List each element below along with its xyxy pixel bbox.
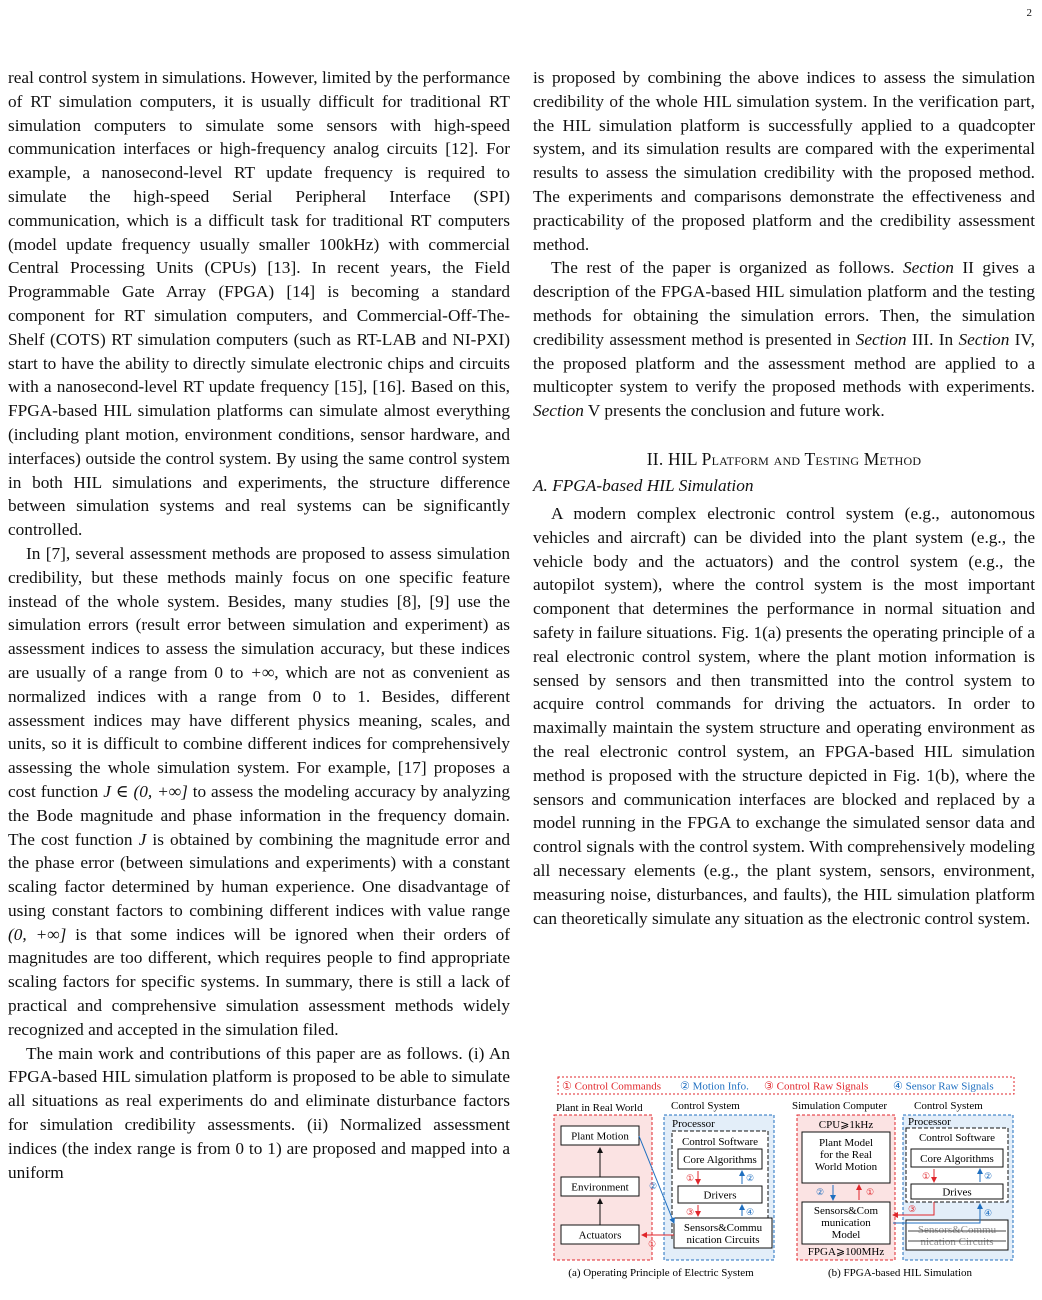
legend-control-raw-signals: ③ Control Raw Signals bbox=[764, 1080, 869, 1093]
marker-2-b: ② bbox=[816, 1187, 825, 1197]
marker-3-b: ③ bbox=[908, 1204, 917, 1214]
control-software-a: Control Software bbox=[681, 1136, 759, 1148]
marker-2-cross-a: ② bbox=[649, 1181, 658, 1191]
control-system-title-b: Control System bbox=[914, 1100, 983, 1112]
processor-label-a: Processor bbox=[672, 1118, 715, 1130]
left-paragraph-3: The main work and contributions of this paper are as follows. (i) An FPGA-based HIL simulation platform is proposed to be able to simulate all situations as real experiments do and eliminate disturbance factors for simulation credibility assessments. (ii) Normalized assessment indices (the index range is from 0 to 1) are proposed and mapped into a uniform bbox=[8, 1043, 510, 1182]
sensor-model-line1: Sensors&Com bbox=[813, 1205, 879, 1217]
marker-2-a: ② bbox=[746, 1173, 755, 1183]
cpu-label: CPU⩾1kHz bbox=[818, 1119, 874, 1131]
legend-motion-info: ② Motion Info. bbox=[680, 1080, 749, 1093]
actuators-label: Actuators bbox=[578, 1229, 622, 1242]
marker-2-b-inner: ② bbox=[984, 1171, 993, 1181]
marker-1-a: ① bbox=[686, 1173, 695, 1183]
sensor-model-line3: Model bbox=[831, 1229, 861, 1241]
plant-model-line2: for the Real bbox=[820, 1149, 872, 1161]
legend-sensor-raw-signals: ④ Sensor Raw Signals bbox=[893, 1080, 994, 1093]
left-paragraph-2: In [7], several assessment methods are proposed to assess simulation credibility, but these methods mainly focus on one specific feature instead of the whole system. Besides, many studies [8], [9] use the simulation errors (result error between simulation and experiment) as assessment indices to assess the simulation accuracy, but these indices are usually of a range from 0 to +∞, which are not as convenient as normalized indices with a range from 0 to 1. Besides, different assessment indices may have different physics meaning, scales, and units, so it is difficult to combine different indices for comprehensively assessing the whole simulation system. For example, [17] proposes a cost function J ∈ (0, +∞] to assess the modeling accuracy by analyzing the Bode magnitude and phase information in the frequency domain. The cost function J is obtained by combining the magnitude error and the phase error (between simulations and experiments) with a constant scaling factor determined by human experience. One disadvantage of using constant factors to combining different indices with value range (0, +∞] is that some indices will be ignored when their orders of magnitudes are too different, which requires people to find appropriate scaling factors for specific systems. In summary, there is still a lack of practical and comprehensive simulation assessment methods widely recognized and accepted in the simulation filed. bbox=[8, 543, 510, 1039]
marker-1-b: ① bbox=[866, 1187, 875, 1197]
marker-4-a: ④ bbox=[746, 1207, 755, 1217]
control-software-b: Control Software bbox=[918, 1132, 996, 1144]
plant-model-line3: World Motion bbox=[814, 1161, 878, 1173]
left-paragraph-1: real control system in simulations. However, limited by the performance of RT simulation computers, it is usually difficult for traditional RT simulation computers to simulate some sensors with high-speed communication interfaces or high-frequency analog circuits [12]. For example, a nanosecond-level RT update frequency is required to simulate the high-speed Serial Peripheral Interface (SPI) communication, which is a difficult task for traditional RT computers (model update frequency usually smaller 100kHz) with commercial Central Processing Units (CPUs) [13]. In recent years, the Field Programmable Gate Array (FPGA) [14] is becoming a standard component for RT simulation computers, and Commercial-Off-The-Shelf (COTS) RT simulation computers (such as RT-LAB and NI-PXI) start to have the ability to directly simulate electronic chips and circuits with a nanosecond-level RT update frequency [15], [16]. Based on this, FPGA-based HIL simulation platforms can simulate almost everything (including plant motion, environment conditions, sensor hardware, and interfaces) outside the control system. By using the same control system in both HIL simulations and experiments, the structure difference between simulation systems and real systems can be significantly controlled. bbox=[8, 68, 510, 540]
plant-in-real-world-title: Plant in Real World bbox=[556, 1102, 643, 1114]
core-algorithms-a: Core Algorithms bbox=[683, 1154, 757, 1166]
drivers-a: Drivers bbox=[703, 1189, 737, 1202]
left-column bbox=[8, 66, 510, 1184]
right-column bbox=[533, 66, 1035, 930]
caption-a: (a) Operating Principle of Electric System bbox=[568, 1267, 754, 1279]
figure-1 bbox=[548, 1073, 1018, 1285]
sensors-line1-b: Sensors&Commu bbox=[917, 1224, 997, 1236]
plant-model-line1: Plant Model bbox=[818, 1137, 874, 1149]
sensors-line2-b: nication Circuits bbox=[920, 1236, 994, 1248]
sensors-line1-a: Sensors&Commu bbox=[683, 1222, 763, 1234]
environment-label: Environment bbox=[571, 1181, 629, 1194]
marker-1-b-inner: ① bbox=[922, 1171, 931, 1181]
core-algorithms-b: Core Algorithms bbox=[920, 1153, 994, 1165]
caption-b: (b) FPGA-based HIL Simulation bbox=[827, 1267, 973, 1279]
marker-3-a: ③ bbox=[686, 1207, 695, 1217]
section-heading: II. HIL Platform and Testing Method bbox=[646, 448, 922, 469]
right-paragraph-1: is proposed by combining the above indices to assess the simulation credibility of the whole HIL simulation system. In the verification part, the HIL simulation platform is successfully applied to a quadcopter system, and its simulation results are compared with the experimental results to assess the simulation credibility with the proposed method. The experiments and comparisons demonstrate the effectiveness and practicability of the proposed platform and the credibility assessment method. bbox=[533, 68, 1035, 254]
fpga-label: FPGA⩾100MHz bbox=[807, 1246, 885, 1258]
marker-4-b: ④ bbox=[984, 1208, 993, 1218]
sensor-model-line2: munication bbox=[821, 1217, 871, 1229]
right-paragraph-2: The rest of the paper is organized as follows. Section II gives a description of the FPGA-based HIL simulation platform and the testing methods for obtaining the simulation errors. Then, the simulation credibility assessment method is presented in Section III. In Section IV, the proposed platform and the assessment method are applied to a multicopter system to verify the proposed methods with experiments. Section V presents the conclusion and future work. bbox=[533, 258, 1035, 421]
right-paragraph-3: A modern complex electronic control system (e.g., autonomous vehicles and aircraft) can be divided into the plant system (e.g., the vehicle body and the actuators) and the control system (e.g., the autopilot system), where the control system is the most important component that determines the performance in normal situation and safety in failure situations. Fig. 1(a) presents the operating principle of a real electronic control system, where the plant motion information is sensed by sensors and then transmitted into the control system to acquire control commands for driving the actuators. In order to maximally maintain the system structure and operating environment as the real electronic control system, an FPGA-based HIL simulation method is proposed with the structure depicted in Fig. 1(b), where the sensors and communication interfaces are blocked and replaced by a model running in the FPGA to exchange the simulated sensor data and control signals with the control system. With comprehensively modeling all necessary elements (e.g., the plant system, sensors, environment, measuring noise, disturbances, and faults), the HIL simulation platform can theoretically simulate any situation as the electronic control system. bbox=[533, 503, 1035, 928]
subsection-heading: A. FPGA-based HIL Simulation bbox=[533, 475, 754, 495]
marker-1-cross-a: ① bbox=[648, 1239, 657, 1249]
simulation-computer-title: Simulation Computer bbox=[792, 1100, 888, 1112]
legend-control-commands: ① Control Commands bbox=[562, 1080, 662, 1093]
control-system-title-a: Control System bbox=[671, 1100, 740, 1112]
page-number: 2 bbox=[1026, 7, 1032, 19]
drives-b: Drives bbox=[942, 1186, 972, 1199]
plant-motion-label: Plant Motion bbox=[571, 1130, 629, 1143]
sensors-line2-a: nication Circuits bbox=[686, 1234, 760, 1246]
processor-label-b: Processor bbox=[908, 1116, 951, 1128]
